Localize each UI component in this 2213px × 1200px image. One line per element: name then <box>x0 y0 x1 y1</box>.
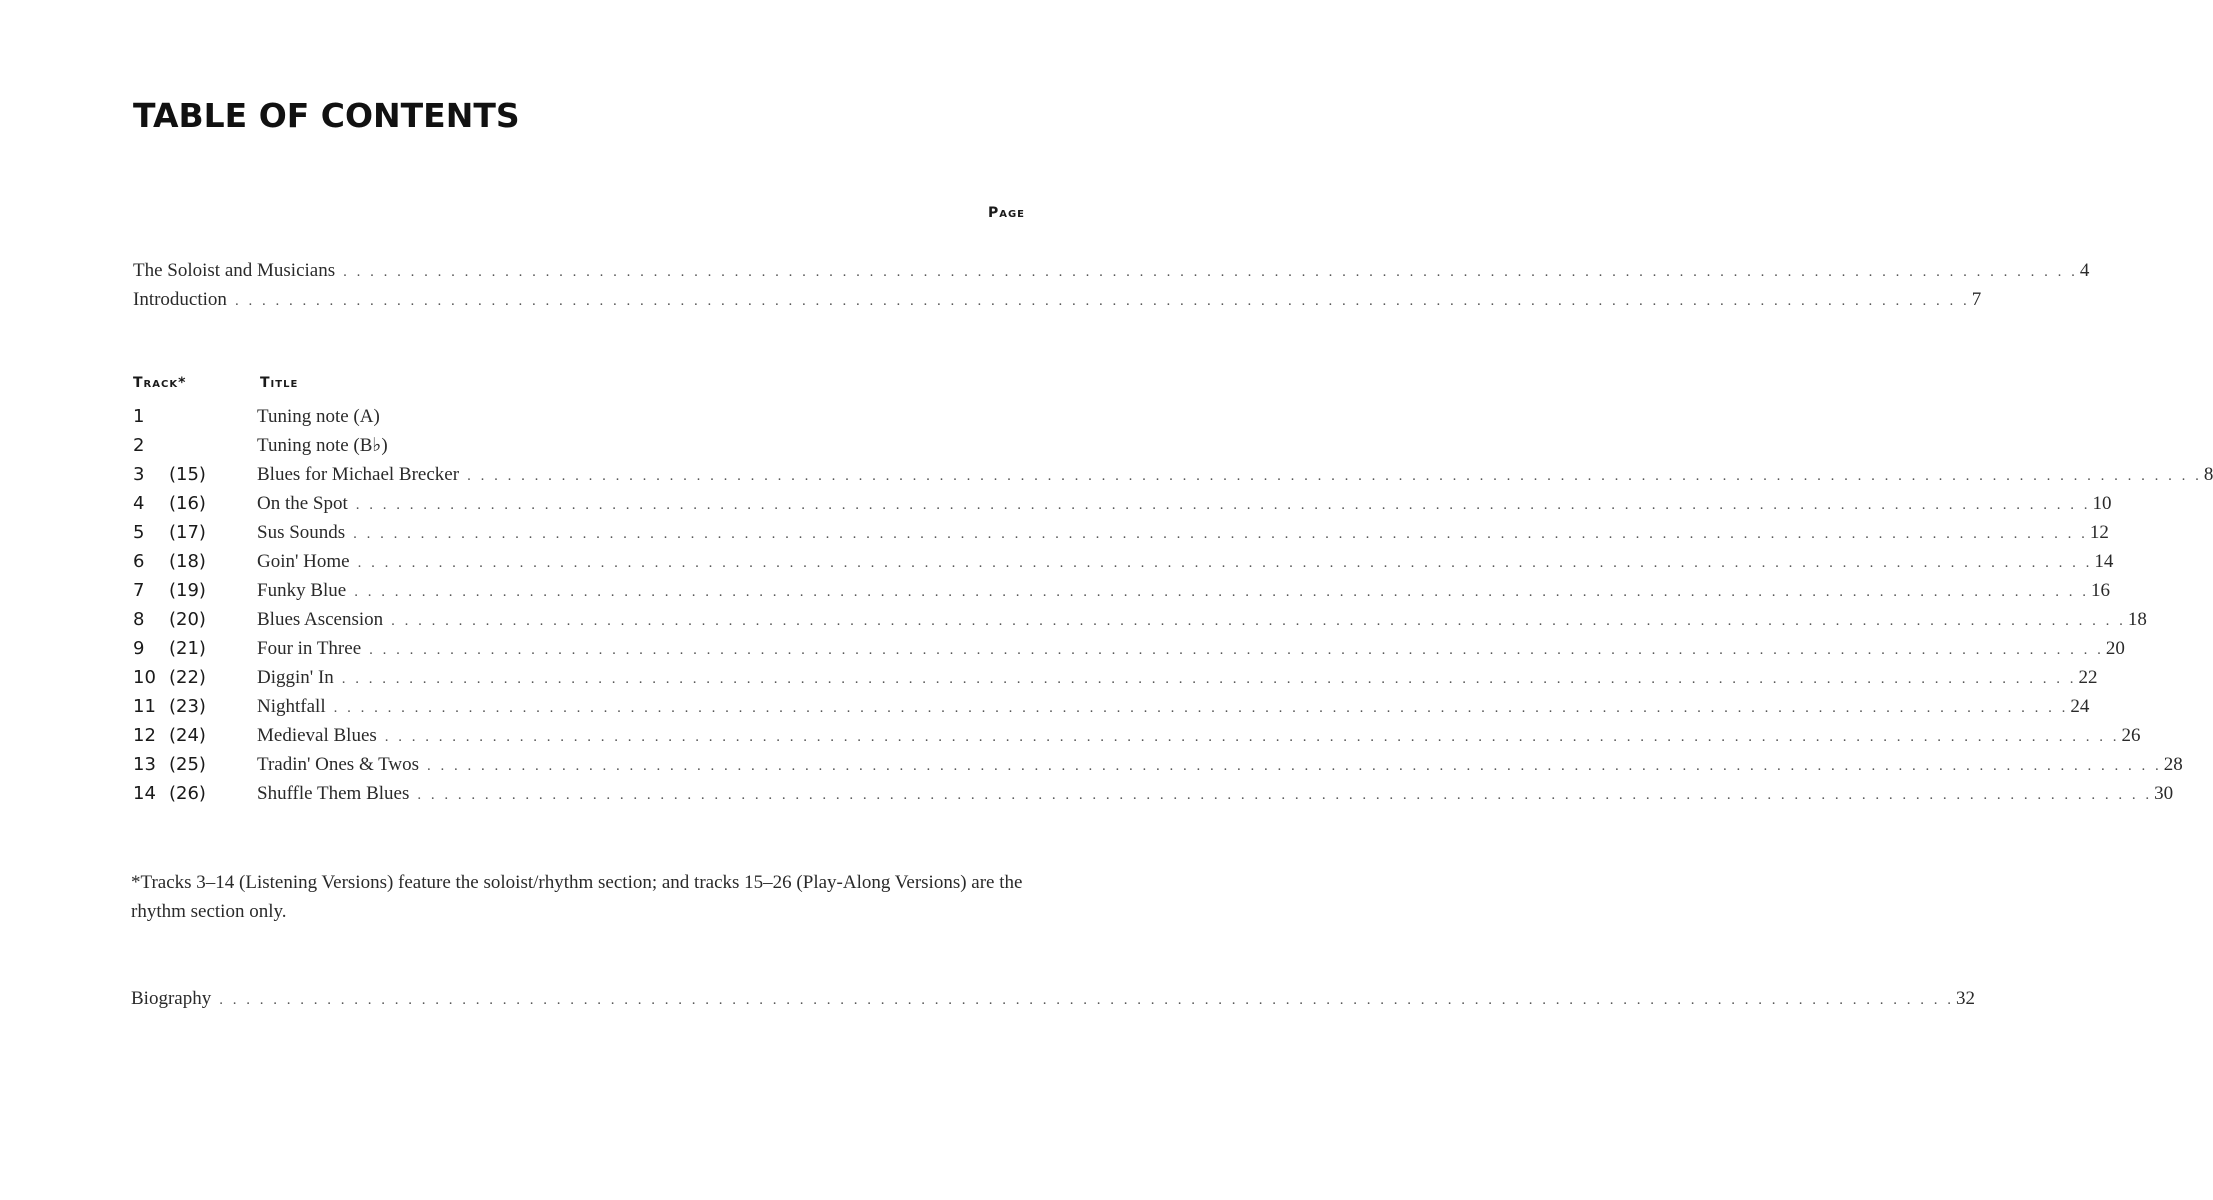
track-title: Goin' Home <box>257 551 350 572</box>
track-title: Nightfall <box>257 696 326 717</box>
dot-leader <box>358 549 2093 578</box>
track-number <box>133 779 257 808</box>
page-column-header: Page <box>987 205 1025 221</box>
track-number-playalong: (22) <box>169 667 206 688</box>
dot-leader <box>219 986 1954 1015</box>
track-entry <box>257 402 1023 431</box>
track-number-primary: 11 <box>133 696 156 717</box>
track-number <box>133 750 257 779</box>
track-title: Tradin' Ones & Twos <box>257 754 420 775</box>
track-entry <box>257 663 2098 694</box>
toc-entry-page: 7 <box>1971 289 1982 310</box>
track-title: Tuning note (B♭) <box>257 435 388 456</box>
track-number-playalong: (20) <box>169 609 206 630</box>
track-number-primary: 7 <box>133 580 145 601</box>
track-title: Funky Blue <box>257 580 347 601</box>
track-number-primary: 5 <box>133 522 145 543</box>
track-page: 8 <box>2203 464 2213 485</box>
track-entry <box>257 779 2173 810</box>
track-title: Tuning note (A) <box>257 406 380 427</box>
toc-entry-introduction[interactable] <box>133 285 1982 316</box>
track-row[interactable] <box>133 721 2141 750</box>
track-number-playalong: (25) <box>169 754 206 775</box>
track-row[interactable] <box>133 431 1023 460</box>
track-row[interactable] <box>133 663 2098 692</box>
track-number <box>133 576 257 605</box>
track-number-primary: 3 <box>133 464 145 485</box>
track-page: 20 <box>2105 638 2125 659</box>
track-number-playalong: (15) <box>169 464 206 485</box>
track-entry <box>257 489 2112 520</box>
track-number-primary: 1 <box>133 406 145 427</box>
dot-leader <box>467 462 2202 491</box>
track-number-playalong: (26) <box>169 783 206 804</box>
track-number-playalong: (24) <box>169 725 206 746</box>
dot-leader <box>354 578 2089 607</box>
dot-leader <box>417 781 2152 810</box>
dot-leader <box>369 636 2104 665</box>
track-page: 28 <box>2163 754 2183 775</box>
track-number <box>133 721 257 750</box>
track-number-playalong: (18) <box>169 551 206 572</box>
track-number-playalong: (19) <box>169 580 206 601</box>
track-entry <box>257 431 1023 460</box>
dot-leader <box>342 665 2077 694</box>
track-number-playalong: (21) <box>169 638 206 659</box>
footnote: *Tracks 3–14 (Listening Versions) feature the soloist/rhythm section; and tracks 15–26 (Play-Along Versions) are the rhythm section only. <box>131 872 1023 922</box>
track-number-primary: 12 <box>133 725 156 746</box>
track-entry <box>257 692 2089 723</box>
track-number-primary: 10 <box>133 667 156 688</box>
track-number <box>133 489 257 518</box>
track-number <box>133 460 257 489</box>
track-entry <box>257 634 2125 665</box>
track-row[interactable] <box>133 576 2110 605</box>
track-row[interactable] <box>133 750 2183 779</box>
track-entry <box>257 460 2213 491</box>
track-number-primary: 2 <box>133 435 145 456</box>
track-row[interactable] <box>133 489 2112 518</box>
track-entry <box>257 576 2110 607</box>
dot-leader <box>427 752 2162 781</box>
track-entry <box>257 750 2183 781</box>
track-page: 12 <box>2089 522 2109 543</box>
page-title: TABLE OF CONTENTS <box>133 96 520 135</box>
track-number <box>133 634 257 663</box>
track-page: 30 <box>2154 783 2174 804</box>
toc-entry-page: 4 <box>2079 260 2090 281</box>
track-row[interactable] <box>133 402 1023 431</box>
track-number <box>133 692 257 721</box>
track-row[interactable] <box>133 518 2109 547</box>
track-list <box>133 402 2213 808</box>
toc-entry-biography[interactable] <box>131 984 1975 1015</box>
track-number-primary: 9 <box>133 638 145 659</box>
track-number <box>133 605 257 634</box>
track-number <box>133 402 257 431</box>
track-page: 26 <box>2121 725 2141 746</box>
track-number-playalong: (17) <box>169 522 206 543</box>
dot-leader <box>235 287 1970 316</box>
toc-entry-soloist[interactable] <box>133 256 2090 287</box>
track-page: 10 <box>2092 493 2112 514</box>
track-title: On the Spot <box>257 493 348 514</box>
dot-leader <box>353 520 2088 549</box>
dot-leader <box>334 694 2069 723</box>
toc-entry-label: Biography <box>131 988 212 1009</box>
track-title: Medieval Blues <box>257 725 377 746</box>
track-row[interactable] <box>133 692 2090 721</box>
track-row[interactable] <box>133 779 2174 808</box>
track-number <box>133 518 257 547</box>
track-page: 24 <box>2070 696 2090 717</box>
toc-entry-label: The Soloist and Musicians <box>133 260 336 281</box>
title-column-header: Title <box>260 375 299 391</box>
track-row[interactable] <box>133 460 2213 489</box>
track-row[interactable] <box>133 605 2147 634</box>
track-number-playalong: (16) <box>169 493 206 514</box>
track-number-primary: 6 <box>133 551 145 572</box>
track-number-primary: 8 <box>133 609 145 630</box>
track-number-primary: 14 <box>133 783 156 804</box>
track-number-primary: 4 <box>133 493 145 514</box>
track-title: Four in Three <box>257 638 362 659</box>
toc-entry-page: 32 <box>1955 988 1975 1009</box>
dot-leader <box>356 491 2091 520</box>
track-entry <box>257 721 2141 752</box>
track-title: Sus Sounds <box>257 522 346 543</box>
track-number <box>133 431 257 460</box>
track-entry <box>257 518 2109 549</box>
dot-leader <box>385 723 2120 752</box>
track-number-playalong: (23) <box>169 696 206 717</box>
track-row[interactable] <box>133 634 2125 663</box>
track-page: 16 <box>2090 580 2110 601</box>
track-page: 22 <box>2078 667 2098 688</box>
track-page: 14 <box>2094 551 2114 572</box>
track-title: Blues for Michael Brecker <box>257 464 460 485</box>
track-page: 18 <box>2127 609 2147 630</box>
track-row[interactable] <box>133 547 2114 576</box>
dot-leader <box>391 607 2126 636</box>
track-number <box>133 547 257 576</box>
track-entry <box>257 605 2147 636</box>
track-title: Blues Ascension <box>257 609 384 630</box>
track-number <box>133 663 257 692</box>
track-entry <box>257 547 2113 578</box>
track-title: Diggin' In <box>257 667 334 688</box>
track-column-header: Track* <box>133 375 187 391</box>
dot-leader <box>343 258 2078 287</box>
track-title: Shuffle Them Blues <box>257 783 410 804</box>
track-number-primary: 13 <box>133 754 156 775</box>
toc-entry-label: Introduction <box>133 289 227 310</box>
